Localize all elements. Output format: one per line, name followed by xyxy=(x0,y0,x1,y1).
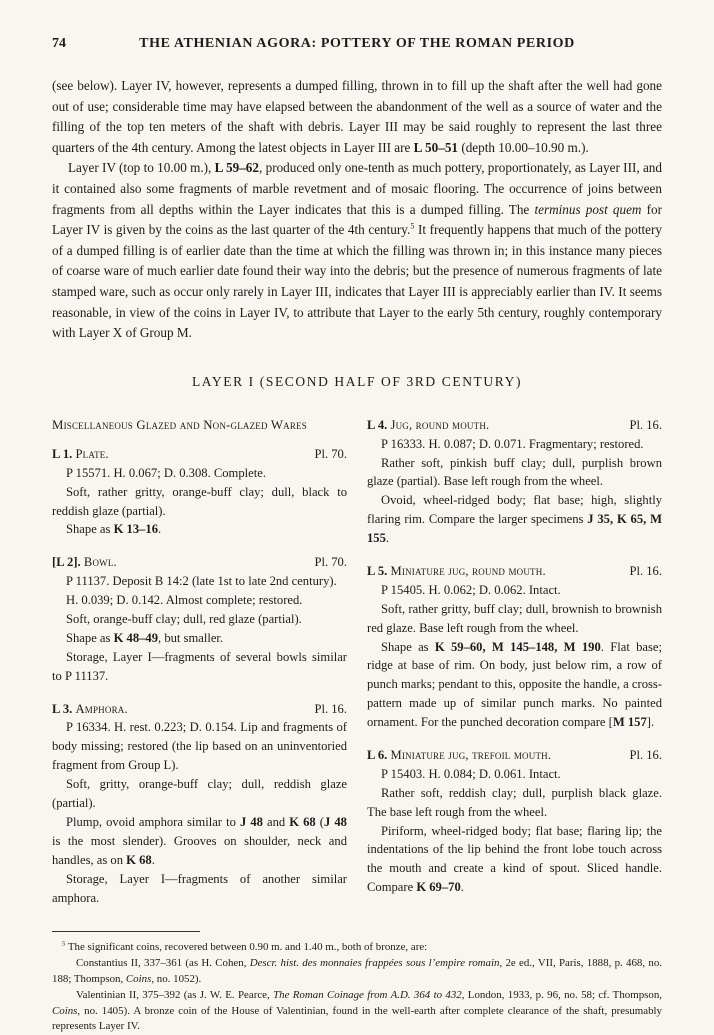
plate-reference: Pl. 16. xyxy=(629,747,662,762)
catalog-entry-l3 xyxy=(52,700,347,908)
entry-paragraph: Storage, Layer I—fragments of another similar amphora. xyxy=(52,871,347,905)
footnote-paragraph: Constantius II, 337–361 (as H. Cohen, Descr. hist. des monnaies frappées sous l’empire romain, 2e ed., VII, Paris, 1888, p. 468, no. 188; Thompson, Coins, no. 1052). xyxy=(52,957,663,986)
entry-paragraph: Plump, ovoid amphora similar to J 48 and K 68 (J 48 is the most slender). Grooves on shoulder, neck and handles, as on K 68. xyxy=(52,814,347,867)
left-column xyxy=(52,416,347,922)
entry-title-group xyxy=(367,562,546,581)
entry-paragraph: P 16333. H. 0.087; D. 0.071. Fragmentary; restored. xyxy=(381,436,644,451)
intro-paragraph: (see below). Layer IV, however, represents a dumped filling, thrown in to fill up the shaft after the well had gone out of use; considerable time may have elapsed between the abandonment of the well as a source of water and the filling of the top ten meters of the shaft with debris. Layer III may be said roughly to represent the last three quarters of the 4th century. Among the latest objects in Layer III are L 50–51 (depth 10.00–10.90 m.). xyxy=(52,78,662,155)
entry-title: Plate. xyxy=(75,446,109,461)
entry-number: L 3. xyxy=(52,701,73,716)
entry-paragraph: P 15571. H. 0.067; D. 0.308. Complete. xyxy=(66,465,266,480)
entry-paragraph: Soft, orange-buff clay; dull, red glaze (partial). xyxy=(66,612,302,627)
entry-paragraph: P 15405. H. 0.062; D. 0.062. Intact. xyxy=(381,582,561,597)
plate-reference: Pl. 70. xyxy=(314,555,347,570)
entry-heading xyxy=(367,562,662,581)
entry-number: L 5. xyxy=(367,563,388,578)
catalog-entry-l6 xyxy=(367,746,662,897)
section-heading: LAYER I (SECOND HALF OF 3RD CENTURY) xyxy=(191,373,523,389)
plate-reference: Pl. 16. xyxy=(629,417,662,432)
plate-reference: Pl. 16. xyxy=(629,563,662,578)
entry-heading xyxy=(367,746,662,765)
entry-paragraph: Ovoid, wheel-ridged body; flat base; high, slightly flaring rim. Compare the larger specimens J 35, K 65, M 155. xyxy=(367,493,662,546)
entry-title: Amphora. xyxy=(75,701,128,716)
entry-heading xyxy=(367,416,662,435)
entry-number: [L 2]. xyxy=(52,555,81,570)
entry-paragraph: P 15403. H. 0.084; D. 0.061. Intact. xyxy=(381,766,561,781)
entry-title: Bowl. xyxy=(83,555,117,570)
footnote-paragraph: $^5$ The significant coins, recovered between 0.90 m. and 1.40 m., both of bronze, are: xyxy=(62,940,428,954)
entry-title-group xyxy=(367,416,489,435)
plate-reference: Pl. 16. xyxy=(314,701,347,716)
entry-paragraph: Storage, Layer I—fragments of several bowls similar to P 11137. xyxy=(52,649,347,683)
entry-paragraph: Shape as K 13–16. xyxy=(66,522,162,537)
entry-title: Miniature jug, round mouth. xyxy=(390,563,546,578)
right-column xyxy=(367,416,662,922)
entry-number: L 4. xyxy=(367,417,388,432)
entry-number: L 1. xyxy=(52,446,73,461)
footnote-divider xyxy=(52,931,200,932)
entry-title-group xyxy=(367,746,551,765)
intro-paragraph: Layer IV (top to 10.00 m.), L 59–62, produced only one-tenth as much pottery, proportionately, as Layer III, and it contained also some fragments of marble revetment and of mosaic flooring. The occurrence of joins between fragments from all depths within the Layer indicates that this is a dumped filling. The terminus post quem for Layer IV is given by the coins as the last quarter of the 4th century.$^5$ It frequently happens that much of the pottery of a dumped filling is of earlier date than the time at which the filling was thrown in; in this instance many pieces of coarse ware of much earlier date found their way into the debris; but the presence of numerous fragments of late stamped ware, such as occur only rarely in Layer III, indicates that Layer III is appreciably earlier than IV. It seems reasonable, in view of the coins in Layer IV, to attribute that Layer to the early 5th century, roughly contemporary with Layer X of Group M. xyxy=(52,160,662,341)
entry-paragraph: P 11137. Deposit B 14:2 (late 1st to late 2nd century). xyxy=(66,574,337,589)
entry-paragraph: Rather soft, pinkish buff clay; dull, purplish brown glaze (partial). Base left rough from the wheel. xyxy=(367,455,662,489)
entry-paragraph: Soft, gritty, orange-buff clay; dull, reddish glaze (partial). xyxy=(52,777,347,811)
entry-heading xyxy=(52,553,347,572)
footnote-block xyxy=(52,921,662,1035)
entry-paragraph: H. 0.039; D. 0.142. Almost complete; restored. xyxy=(66,593,303,608)
entry-title: Miniature jug, trefoil mouth. xyxy=(390,747,552,762)
ware-category-subheading: Miscellaneous Glazed and Non-glazed Wares xyxy=(52,417,307,432)
catalog-entry-l5 xyxy=(367,562,662,732)
page-number: 74 xyxy=(52,36,66,51)
catalog-entry-l2 xyxy=(52,553,347,685)
entry-title-group xyxy=(52,553,117,572)
entry-title-group xyxy=(52,445,109,464)
running-title: THE ATHENIAN AGORA: POTTERY OF THE ROMAN PERIOD xyxy=(139,36,575,51)
footnote-paragraph: Valentinian II, 375–392 (as J. W. E. Pearce, The Roman Coinage from A.D. 364 to 432, London, 1933, p. 96, no. 58; cf. Thompson, Coins, no. 1405). A bronze coin of the House of Valentinian, found in the well-earth after complete clearance of the shaft, presumably represents Layer IV. xyxy=(52,988,662,1033)
catalog-entry-l4 xyxy=(367,416,662,548)
entry-paragraph: Shape as K 59–60, M 145–148, M 190. Flat base; ridge at base of rim. On body, just below rim, a row of punch marks; pendant to this, opposite the handle, a cross-pattern made up of similar punch marks. No painted ornament. For the punched decoration compare [M 157]. xyxy=(367,639,662,730)
catalog-columns xyxy=(52,416,662,922)
plate-reference: Pl. 70. xyxy=(314,446,347,461)
catalog-entry-l1 xyxy=(52,445,347,539)
entry-paragraph: Soft, rather gritty, orange-buff clay; dull, black to reddish glaze (partial). xyxy=(52,484,347,518)
entry-heading xyxy=(52,700,347,719)
entry-paragraph: Piriform, wheel-ridged body; flat base; flaring lip; the indentations of the lip behind the front lobe touch across the mouth and create a kind of spout. Sliced handle. Compare K 69–70. xyxy=(367,823,662,895)
entry-paragraph: Shape as K 48–49, but smaller. xyxy=(66,630,224,645)
entry-title: Jug, round mouth. xyxy=(390,417,490,432)
page-header xyxy=(52,36,662,52)
entry-heading xyxy=(52,445,347,464)
entry-title-group xyxy=(52,700,128,719)
entry-paragraph: Rather soft, reddish clay; dull, purplish black glaze. The base left rough from the wheel. xyxy=(367,785,662,819)
intro-text-block xyxy=(52,76,662,344)
entry-number: L 6. xyxy=(367,747,388,762)
entry-paragraph: P 16334. H. rest. 0.223; D. 0.154. Lip and fragments of body missing; restored (the lip based on an uninventoried fragment from Group L). xyxy=(52,720,347,773)
entry-paragraph: Soft, rather gritty, buff clay; dull, brownish to brownish red glaze. Base left rough from the wheel. xyxy=(367,601,662,635)
